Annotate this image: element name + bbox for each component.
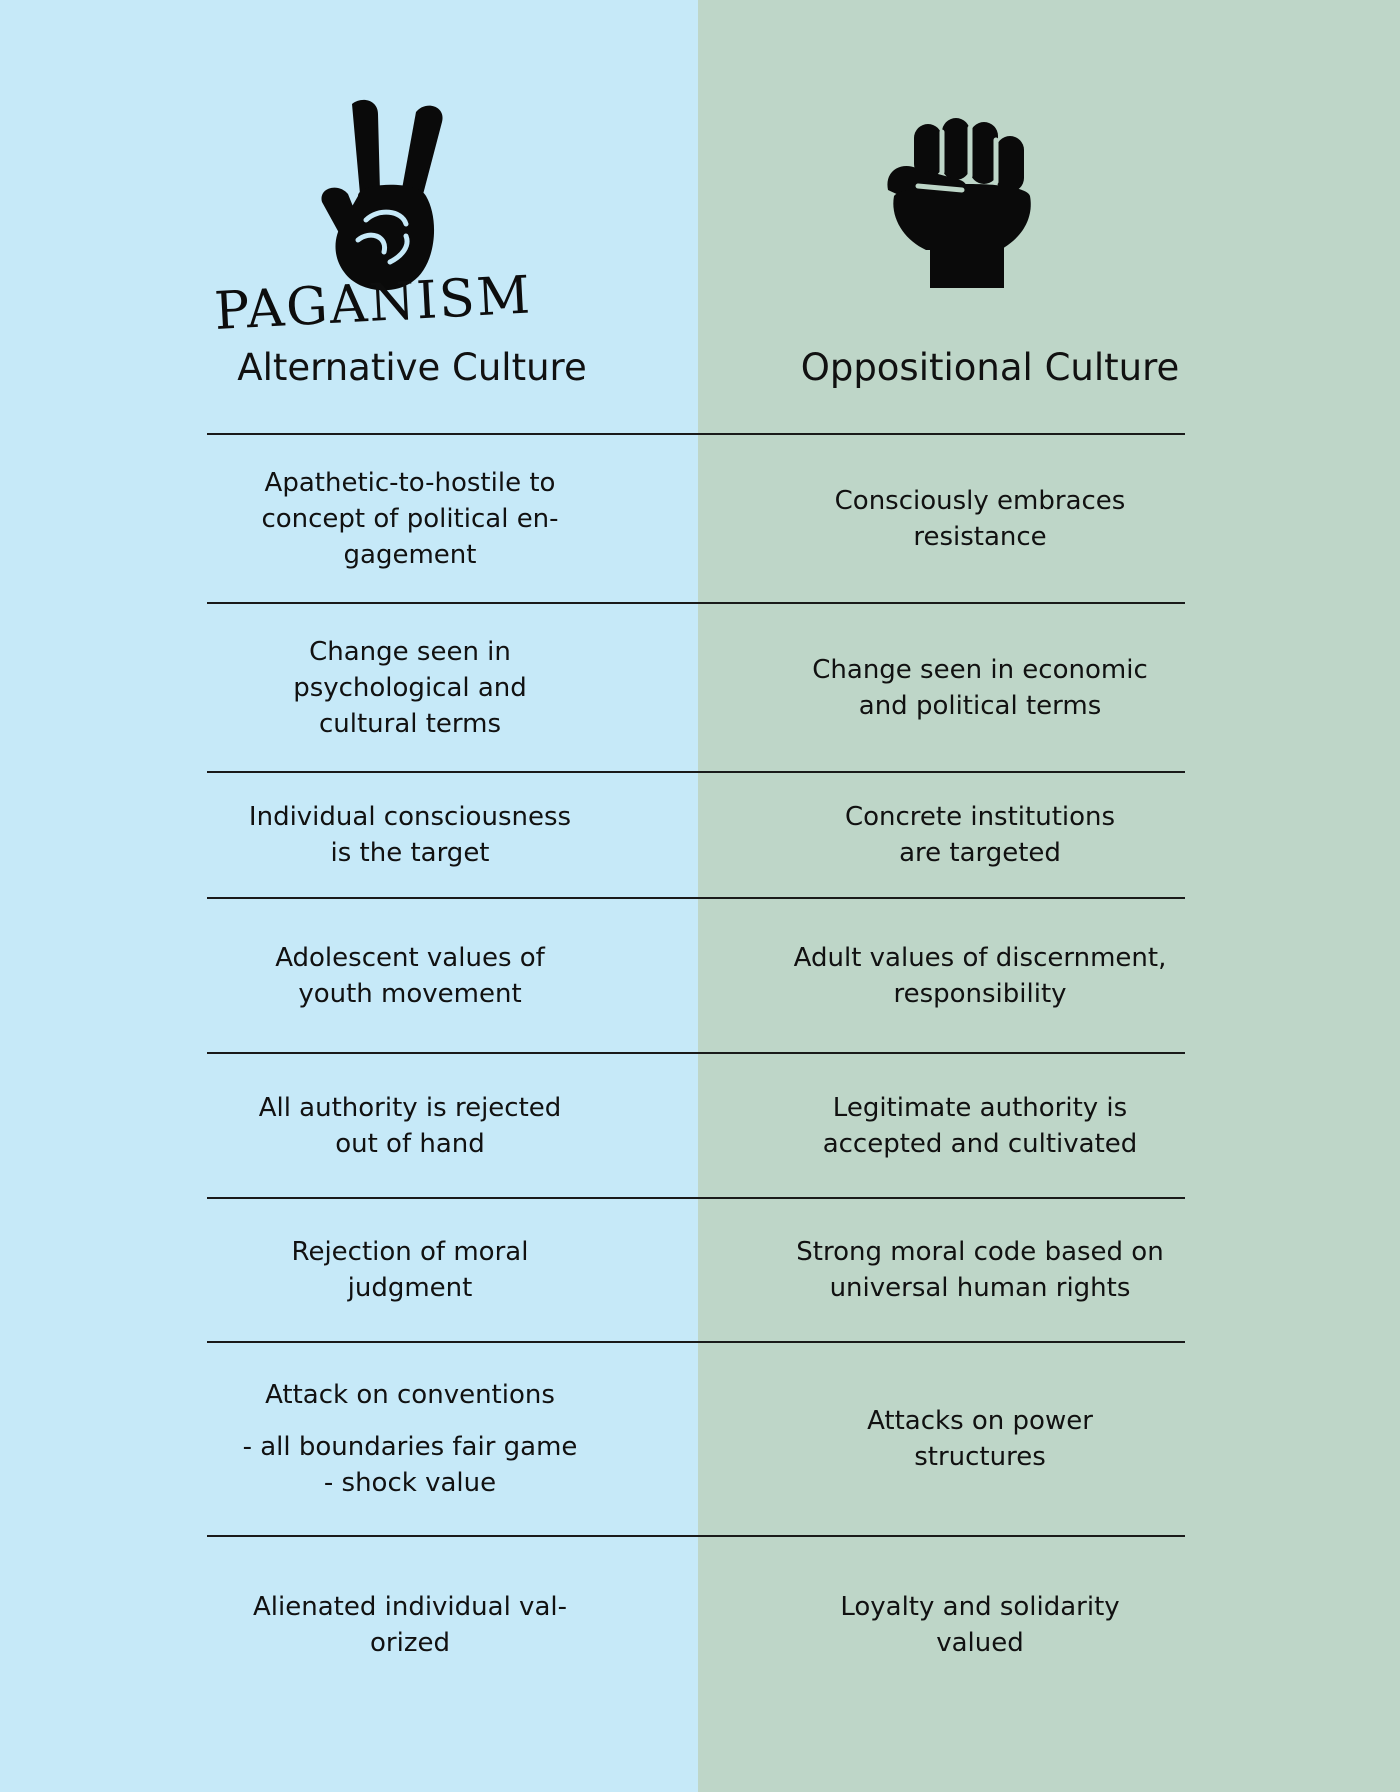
cell-text-line: Change seen in	[309, 636, 511, 667]
right-column-heading: Oppositional Culture	[800, 346, 1180, 389]
right-cell-row-4	[775, 899, 1185, 1052]
left-cell-row-3	[220, 773, 600, 897]
cell-text-line: concept of political en-	[261, 503, 559, 534]
cell-text-line: is the target	[330, 838, 490, 868]
cell-text-line: valued	[936, 1627, 1024, 1658]
cell-text-line: youth movement	[298, 978, 522, 1009]
left-cell-row-4	[220, 899, 600, 1052]
left-cell-row-5	[220, 1054, 600, 1197]
cell-text-line: judgment	[347, 1273, 473, 1303]
right-cell-row-8	[775, 1537, 1185, 1712]
right-cell-row-3	[775, 773, 1185, 897]
paganism-wordmark: PAGANISM	[212, 265, 534, 342]
cell-text-line: psychological and	[293, 672, 527, 703]
cell-text-line: Adult values of discernment,	[793, 942, 1167, 973]
left-cell-row-2	[220, 604, 600, 771]
cell-text-line: orized	[370, 1627, 450, 1658]
cell-text-line: Attacks on power	[867, 1406, 1093, 1436]
cell-text-line: gagement	[343, 539, 477, 570]
raised-fist-icon	[884, 118, 1038, 288]
left-column-heading: Alternative Culture	[237, 346, 587, 389]
left-cell-row-7	[220, 1343, 600, 1535]
cell-text-line: universal human rights	[829, 1273, 1131, 1303]
cell-text-line: resistance	[913, 521, 1047, 552]
cell-text-line: Concrete institutions	[844, 802, 1116, 832]
cell-text-line: are targeted	[899, 838, 1061, 868]
peace-sign-hand-icon	[318, 96, 476, 296]
left-cell-row-1	[220, 435, 600, 602]
cell-text-line: Apathetic-to-hostile to	[264, 467, 556, 498]
cell-text-line: All authority is rejected	[258, 1092, 562, 1123]
cell-text-line: responsibility	[893, 978, 1067, 1009]
cell-text-line: out of hand	[335, 1128, 485, 1159]
cell-text-line: Adolescent values of	[275, 942, 545, 973]
cell-text-line: accepted and cultivated	[822, 1128, 1138, 1159]
cell-text-line: - shock value	[323, 1468, 497, 1498]
cell-text-line: Attack on conventions	[265, 1380, 555, 1410]
cell-text-line: - all boundaries fair game	[242, 1432, 578, 1462]
right-cell-row-1	[775, 435, 1185, 602]
right-cell-row-5	[775, 1054, 1185, 1197]
cell-text-line: Loyalty and solidarity	[840, 1591, 1120, 1622]
cell-text-line: Alienated individual val-	[253, 1591, 567, 1622]
left-cell-row-6	[220, 1199, 600, 1341]
cell-text-line: Consciously embraces	[834, 485, 1126, 516]
cell-text-line: structures	[914, 1442, 1046, 1472]
cell-text-line: Individual consciousness	[248, 802, 572, 832]
cell-text-line: cultural terms	[318, 708, 502, 739]
cell-text-line: Rejection of moral	[291, 1237, 529, 1267]
right-cell-row-6	[775, 1199, 1185, 1341]
left-cell-row-8	[220, 1537, 600, 1712]
cell-text-line: and political terms	[858, 690, 1102, 721]
right-cell-row-7	[775, 1343, 1185, 1535]
cell-text-line: Legitimate authority is	[832, 1092, 1128, 1123]
cell-text-line: Strong moral code based on	[796, 1237, 1164, 1267]
cell-text-line: Change seen in economic	[812, 654, 1148, 685]
right-cell-row-2	[775, 604, 1185, 771]
